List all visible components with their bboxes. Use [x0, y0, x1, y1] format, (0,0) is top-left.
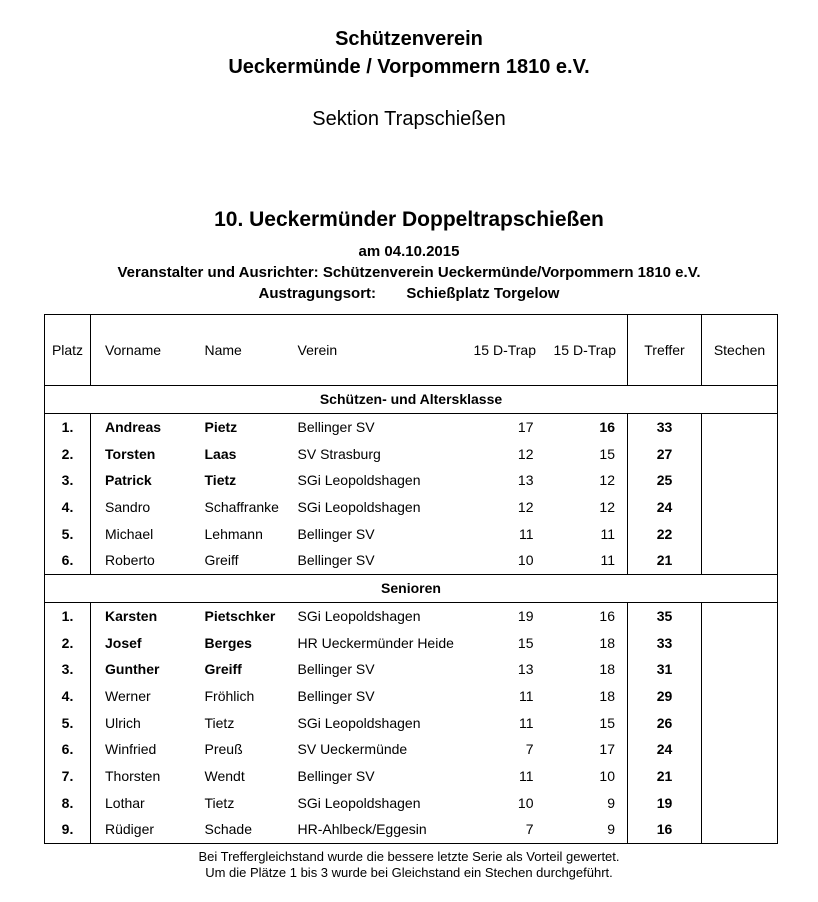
cell-name: Fröhlich — [204, 687, 255, 704]
cell-treffer: 31 — [628, 656, 702, 683]
cell-serie-2: 17 — [546, 736, 628, 763]
table-row — [45, 629, 778, 656]
cell-treffer: 29 — [628, 683, 702, 710]
cell-serie-1: 11 — [518, 687, 534, 704]
table-row — [45, 709, 778, 736]
table-row — [45, 656, 778, 683]
cell-serie-1: 7 — [525, 741, 534, 758]
event-date: am 04.10.2015 — [358, 243, 460, 260]
cell-stechen — [702, 763, 778, 790]
cell-treffer: 26 — [628, 709, 702, 736]
cell-stechen — [702, 789, 778, 816]
cell-serie-2: 18 — [546, 629, 628, 656]
cell-treffer: 21 — [628, 763, 702, 790]
table-row — [45, 683, 778, 710]
cell-vorname: Ulrich — [105, 714, 141, 731]
footnote-line2: Um die Plätze 1 bis 3 wurde bei Gleichstand ein Stechen durchgeführt. — [205, 865, 613, 880]
club-name-line2: Ueckermünde / Vorpommern 1810 e.V. — [228, 56, 590, 78]
cell-name: Lehmann — [204, 525, 263, 542]
cell-treffer: 24 — [628, 736, 702, 763]
cell-verein: Bellinger SV — [297, 767, 375, 784]
cell-treffer: 33 — [628, 413, 702, 440]
cell-treffer: 27 — [628, 440, 702, 467]
col-verein: Verein — [288, 315, 471, 386]
cell-name: Preuß — [204, 741, 243, 758]
cell-name: Tietz — [204, 794, 235, 811]
cell-verein: HR Ueckermünder Heide — [297, 634, 454, 651]
footnote-line1: Bei Treffergleichstand wurde die bessere letzte Serie als Vorteil gewertet. — [198, 849, 620, 864]
cell-platz: 4. — [45, 494, 91, 521]
cell-stechen — [702, 413, 778, 440]
cell-name: Pietschker — [204, 607, 276, 624]
cell-name: Greiff — [204, 552, 239, 569]
cell-serie-2: 9 — [546, 789, 628, 816]
cell-verein: SGi Leopoldshagen — [297, 714, 421, 731]
col-vorname: Vorname — [91, 315, 191, 386]
cell-stechen — [702, 816, 778, 843]
table-row — [45, 440, 778, 467]
organizer-line: Veranstalter und Ausrichter: Schützenverein Ueckermünde/Vorpommern 1810 e.V. — [117, 264, 701, 281]
cell-vorname: Thorsten — [105, 767, 161, 784]
cell-vorname: Patrick — [105, 472, 152, 489]
table-row — [45, 763, 778, 790]
col-stechen: Stechen — [702, 315, 778, 386]
cell-name: Schaffranke — [204, 499, 279, 516]
col-treffer: Treffer — [628, 315, 702, 386]
venue-label: Austragungsort: — [258, 285, 377, 302]
group-header-row — [45, 574, 778, 602]
cell-serie-2: 16 — [546, 413, 628, 440]
cell-name: Pietz — [204, 419, 238, 436]
cell-serie-1: 11 — [518, 525, 534, 542]
cell-serie-1: 12 — [517, 445, 534, 462]
cell-serie-1: 10 — [517, 552, 534, 569]
club-name-line1: Schützenverein — [335, 28, 483, 50]
cell-stechen — [702, 494, 778, 521]
cell-platz: 5. — [45, 520, 91, 547]
cell-serie-1: 7 — [525, 821, 534, 838]
cell-serie-1: 12 — [517, 499, 534, 516]
cell-platz: 8. — [45, 789, 91, 816]
cell-stechen — [702, 602, 778, 629]
cell-name: Wendt — [204, 767, 245, 784]
cell-serie-1: 13 — [517, 472, 534, 489]
cell-serie-1: 13 — [517, 661, 534, 678]
cell-vorname: Gunther — [105, 661, 160, 678]
cell-verein: HR-Ahlbeck/Eggesin — [297, 821, 427, 838]
table-row — [45, 547, 778, 574]
cell-treffer: 33 — [628, 629, 702, 656]
cell-name: Schade — [204, 821, 252, 838]
cell-vorname: Torsten — [105, 445, 156, 462]
cell-serie-2: 9 — [546, 816, 628, 843]
cell-stechen — [702, 547, 778, 574]
cell-verein: Bellinger SV — [297, 525, 375, 542]
venue-line — [0, 285, 818, 302]
cell-platz: 7. — [45, 763, 91, 790]
venue-value: Schießplatz Torgelow — [406, 285, 560, 302]
cell-platz: 3. — [45, 656, 91, 683]
cell-verein: SV Strasburg — [297, 445, 381, 462]
cell-vorname: Lothar — [105, 794, 145, 811]
group-header-row — [45, 386, 778, 414]
cell-platz: 1. — [45, 602, 91, 629]
cell-platz: 3. — [45, 467, 91, 494]
cell-verein: SGi Leopoldshagen — [297, 607, 421, 624]
cell-platz: 2. — [45, 440, 91, 467]
col-name: Name — [191, 315, 288, 386]
col-serie-1: 15 D-Trap — [471, 315, 546, 386]
section-name: Sektion Trapschießen — [312, 108, 506, 130]
cell-platz: 1. — [45, 413, 91, 440]
cell-stechen — [702, 683, 778, 710]
table-row — [45, 520, 778, 547]
cell-serie-1: 19 — [517, 607, 534, 624]
cell-serie-2: 12 — [546, 494, 628, 521]
cell-vorname: Sandro — [105, 499, 151, 516]
cell-stechen — [702, 440, 778, 467]
cell-serie-2: 18 — [546, 656, 628, 683]
cell-name: Greiff — [204, 661, 242, 678]
cell-treffer: 35 — [628, 602, 702, 629]
cell-stechen — [702, 709, 778, 736]
cell-treffer: 25 — [628, 467, 702, 494]
cell-stechen — [702, 467, 778, 494]
cell-vorname: Winfried — [105, 741, 157, 758]
cell-serie-2: 10 — [546, 763, 628, 790]
cell-vorname: Andreas — [105, 419, 162, 436]
cell-platz: 6. — [45, 736, 91, 763]
cell-vorname: Rüdiger — [105, 821, 155, 838]
cell-serie-2: 16 — [546, 602, 628, 629]
cell-serie-1: 10 — [517, 794, 534, 811]
cell-name: Tietz — [204, 714, 235, 731]
cell-platz: 2. — [45, 629, 91, 656]
cell-vorname: Michael — [105, 525, 154, 542]
cell-vorname: Roberto — [105, 552, 155, 569]
table-row — [45, 736, 778, 763]
table-row — [45, 816, 778, 843]
cell-treffer: 24 — [628, 494, 702, 521]
cell-vorname: Werner — [105, 687, 151, 704]
cell-platz: 4. — [45, 683, 91, 710]
cell-stechen — [702, 520, 778, 547]
cell-treffer: 21 — [628, 547, 702, 574]
header-row — [45, 315, 778, 386]
cell-serie-2: 15 — [546, 440, 628, 467]
event-title: 10. Ueckermünder Doppeltrapschießen — [214, 208, 604, 231]
cell-serie-1: 15 — [517, 634, 534, 651]
table-row — [45, 602, 778, 629]
cell-platz: 6. — [45, 547, 91, 574]
cell-name: Laas — [204, 445, 237, 462]
table-row — [45, 494, 778, 521]
cell-verein: SGi Leopoldshagen — [297, 794, 421, 811]
cell-verein: Bellinger SV — [297, 419, 375, 436]
cell-stechen — [702, 629, 778, 656]
cell-treffer: 22 — [628, 520, 702, 547]
cell-serie-2: 11 — [546, 547, 628, 574]
cell-serie-2: 12 — [546, 467, 628, 494]
cell-stechen — [702, 736, 778, 763]
cell-platz: 5. — [45, 709, 91, 736]
group-title: Schützen- und Altersklasse — [45, 386, 778, 414]
cell-verein: Bellinger SV — [297, 661, 375, 678]
cell-treffer: 16 — [628, 816, 702, 843]
cell-vorname: Karsten — [105, 607, 158, 624]
cell-serie-1: 11 — [518, 714, 534, 731]
cell-vorname: Josef — [105, 634, 142, 651]
cell-name: Tietz — [204, 472, 237, 489]
results-table — [44, 314, 778, 844]
cell-serie-2: 15 — [546, 709, 628, 736]
cell-stechen — [702, 656, 778, 683]
cell-verein: SGi Leopoldshagen — [297, 472, 421, 489]
cell-serie-2: 18 — [546, 683, 628, 710]
group-title: Senioren — [45, 574, 778, 602]
cell-serie-1: 11 — [518, 767, 534, 784]
table-row — [45, 467, 778, 494]
cell-verein: SGi Leopoldshagen — [297, 499, 421, 516]
table-row — [45, 413, 778, 440]
cell-serie-1: 17 — [517, 419, 534, 436]
cell-verein: SV Ueckermünde — [297, 741, 408, 758]
cell-verein: Bellinger SV — [297, 687, 375, 704]
col-serie-2: 15 D-Trap — [546, 315, 628, 386]
table-row — [45, 789, 778, 816]
col-platz: Platz — [45, 315, 91, 386]
cell-treffer: 19 — [628, 789, 702, 816]
cell-verein: Bellinger SV — [297, 552, 375, 569]
cell-serie-2: 11 — [546, 520, 628, 547]
cell-name: Berges — [204, 634, 252, 651]
cell-platz: 9. — [45, 816, 91, 843]
